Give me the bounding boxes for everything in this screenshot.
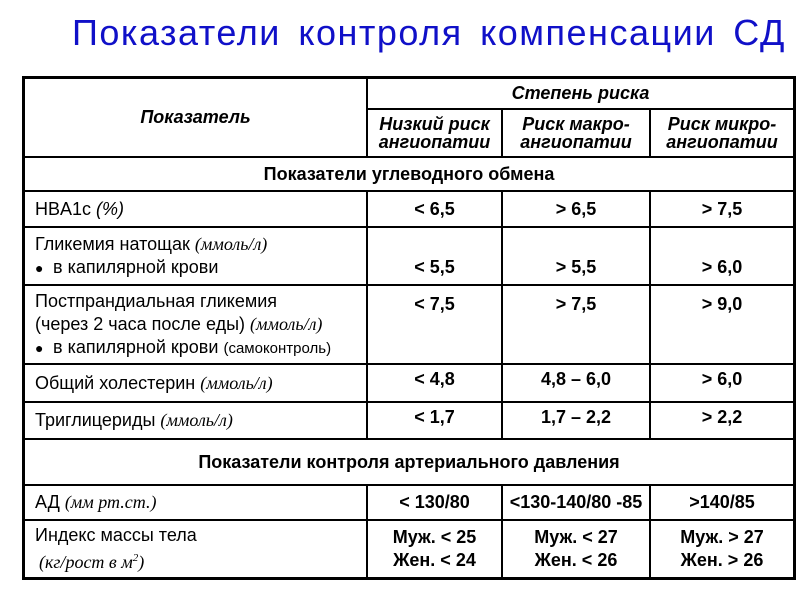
cell-low: Муж. < 25 Жен. < 24	[367, 520, 502, 578]
page-title: Показатели контроля компенсации СД	[72, 12, 786, 53]
cell-low: < 1,7	[367, 402, 502, 439]
table-row	[24, 402, 794, 439]
cell-macro: > 6,5	[502, 191, 650, 227]
table-row	[24, 227, 794, 285]
row-label-cholesterol: Общий холестерин (ммоль/л)	[24, 364, 367, 402]
table-row	[24, 520, 794, 578]
cell-low: < 5,5	[367, 227, 502, 285]
header-micro-risk: Риск микро- ангиопатии	[650, 109, 794, 157]
row-label-postprandial: Постпрандиальная гликемия (через 2 часа после еды) (ммоль/л) ● в капилярной крови (самоконтроль)	[24, 285, 367, 364]
section-carb: Показатели углеводного обмена	[24, 157, 794, 191]
cell-micro: > 2,2	[650, 402, 794, 439]
section-bp: Показатели контроля артериального давления	[24, 439, 794, 485]
cell-micro: > 7,5	[650, 191, 794, 227]
table-row	[24, 285, 794, 364]
cell-low: < 130/80	[367, 485, 502, 520]
cell-micro: Муж. > 27 Жен. > 26	[650, 520, 794, 578]
table-row	[24, 485, 794, 520]
bullet-icon: ●	[35, 259, 44, 276]
row-label-ad: АД (мм рт.ст.)	[24, 485, 367, 520]
cell-macro: 4,8 – 6,0	[502, 364, 650, 402]
cell-macro: Муж. < 27 Жен. < 26	[502, 520, 650, 578]
cell-low: < 6,5	[367, 191, 502, 227]
header-macro-risk: Риск макро- ангиопатии	[502, 109, 650, 157]
cell-micro: > 9,0	[650, 285, 794, 364]
row-label-fasting: Гликемия натощак (ммоль/л) ● в капилярной крови	[24, 227, 367, 285]
table-row	[24, 191, 794, 227]
cell-micro: >140/85	[650, 485, 794, 520]
cell-low: < 7,5	[367, 285, 502, 364]
table-row	[24, 364, 794, 402]
header-indicator: Показатель	[24, 78, 367, 157]
cell-micro: > 6,0	[650, 364, 794, 402]
cell-macro: 1,7 – 2,2	[502, 402, 650, 439]
row-label-hba1c: HBA1c (%)	[24, 191, 367, 227]
header-risk-degree: Степень риска	[367, 78, 794, 109]
cell-low: < 4,8	[367, 364, 502, 402]
cell-macro: > 5,5	[502, 227, 650, 285]
compensation-table	[22, 76, 796, 580]
cell-macro: <130-140/80 -85	[502, 485, 650, 520]
row-label-triglycerides: Триглицериды (ммоль/л)	[24, 402, 367, 439]
bullet-icon: ●	[35, 339, 44, 356]
row-label-bmi: Индекс массы тела (кг/рост в $м^2$)	[24, 520, 367, 578]
cell-macro: > 7,5	[502, 285, 650, 364]
cell-micro: > 6,0	[650, 227, 794, 285]
header-low-risk: Низкий риск ангиопатии	[367, 109, 502, 157]
